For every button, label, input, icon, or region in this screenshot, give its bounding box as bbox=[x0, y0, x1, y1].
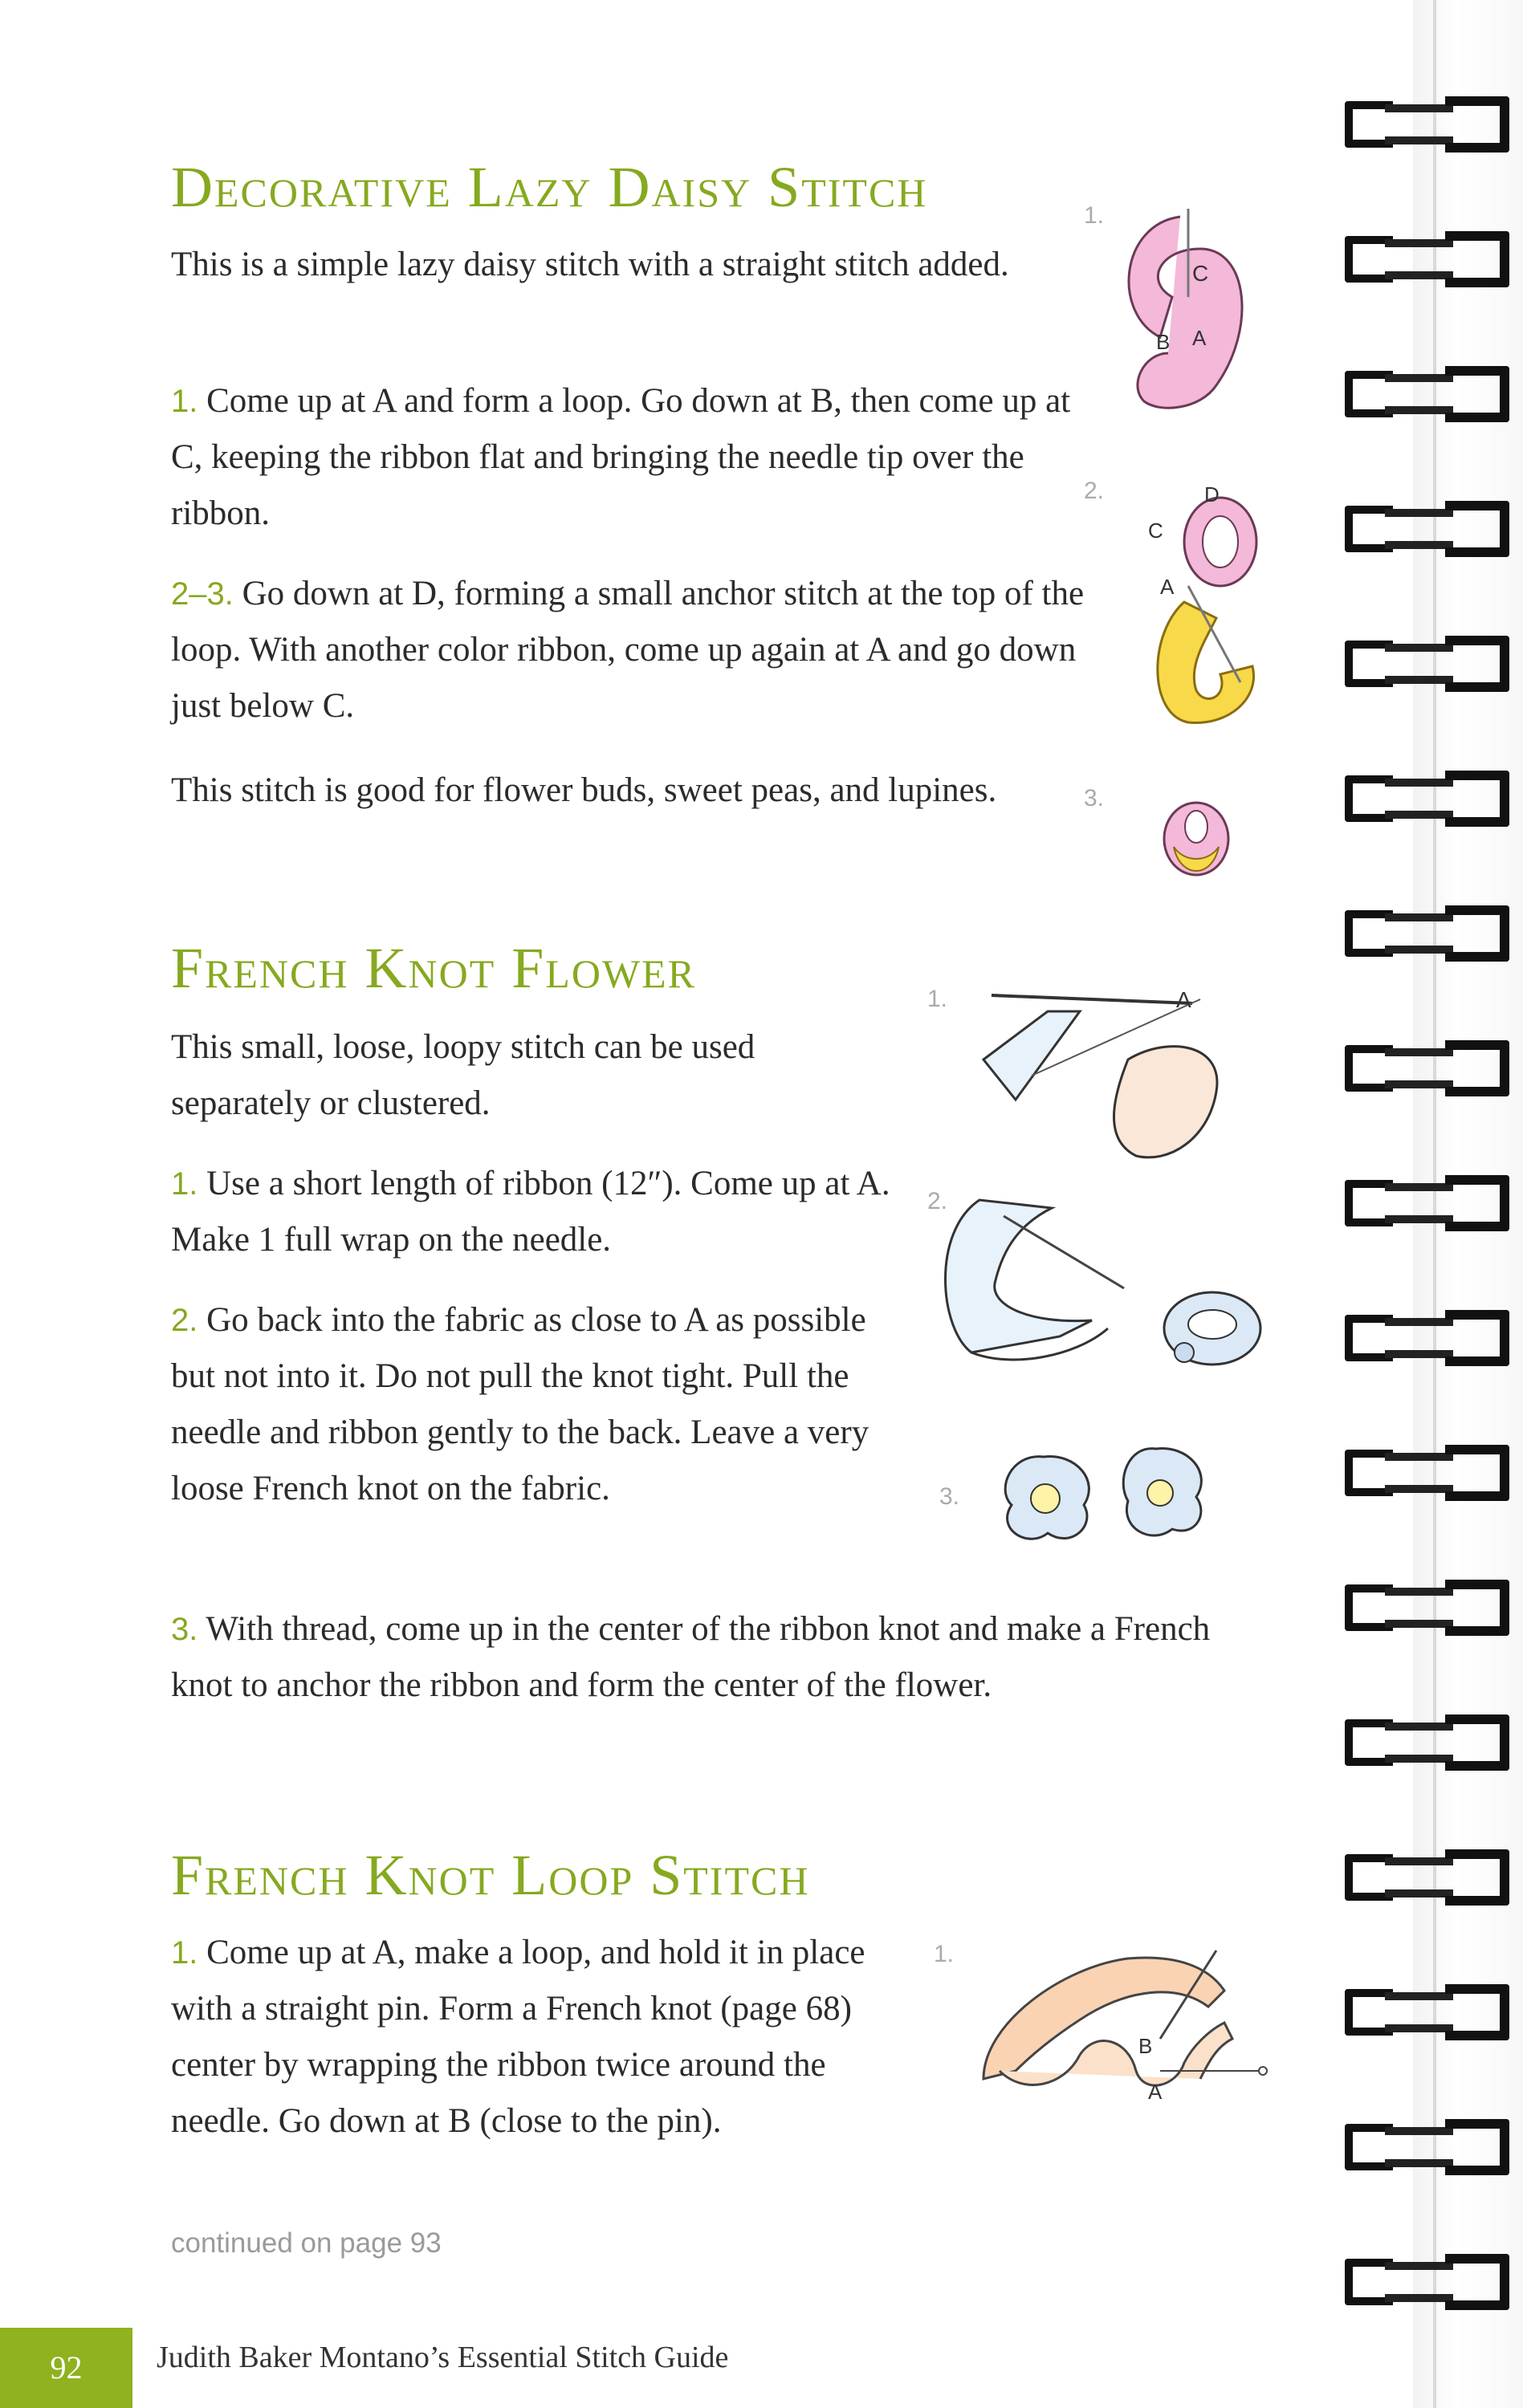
binding-ring bbox=[1345, 366, 1509, 422]
binding-ring bbox=[1345, 501, 1509, 557]
svg-text:C: C bbox=[1148, 519, 1163, 543]
svg-text:A: A bbox=[1160, 575, 1175, 599]
svg-text:D: D bbox=[1204, 482, 1220, 506]
binding-ring bbox=[1345, 1310, 1509, 1366]
step-number: 2–3. bbox=[171, 576, 234, 612]
french-knot-flower-step-1 bbox=[171, 1156, 894, 1268]
step-number: 2. bbox=[171, 1303, 198, 1338]
page-number: 92 bbox=[50, 2349, 83, 2386]
binding-ring bbox=[1345, 1714, 1509, 1771]
lazy-daisy-step-1 bbox=[171, 373, 1094, 542]
step-number: 1. bbox=[171, 1935, 198, 1971]
lazy-daisy-note: This stitch is good for flower buds, sweet peas, and lupines. bbox=[171, 771, 997, 809]
figure-label: 2. bbox=[1084, 478, 1105, 504]
svg-text:A: A bbox=[1148, 2080, 1163, 2104]
binding-ring bbox=[1345, 1580, 1509, 1636]
french-knot-flower-step1-illustration bbox=[959, 979, 1232, 1164]
continued-note: continued on page 93 bbox=[171, 2227, 442, 2259]
step-number: 1. bbox=[171, 384, 198, 419]
lazy-daisy-step3-illustration bbox=[1156, 791, 1236, 879]
figure-label: 1. bbox=[927, 986, 948, 1012]
step-text: Come up at A and form a loop. Go down at B, then come up at C, keeping the ribbon flat and bringing the needle tip over the ribbon. bbox=[171, 382, 1071, 532]
lazy-daisy-step1-illustration bbox=[1112, 201, 1297, 441]
step-number: 3. bbox=[171, 1612, 198, 1647]
french-knot-flower-intro: This small, loose, loopy stitch can be used separately or clustered. bbox=[171, 1028, 755, 1122]
step-text: With thread, come up in the center of the ribbon knot and make a French knot to anchor the ribbon and form the center of the flower. bbox=[171, 1610, 1211, 1704]
running-footer: Judith Baker Montano’s Essential Stitch Guide bbox=[157, 2341, 729, 2374]
step-text: Go down at D, forming a small anchor stitch at the top of the loop. With another color ribbon, come up again at A and go down just below C. bbox=[171, 575, 1085, 725]
binding-ring bbox=[1345, 1849, 1509, 1906]
figure-label: 3. bbox=[1084, 785, 1105, 811]
figure-label: 2. bbox=[927, 1188, 948, 1214]
step-text: Go back into the fabric as close to A as possible but not into it. Do not pull the knot tight. Pull the needle and ribbon gently to the back. Leave a very loose French knot on the fabric. bbox=[171, 1301, 869, 1507]
french-knot-flower-step3-illustration bbox=[996, 1441, 1212, 1553]
binding-ring bbox=[1345, 771, 1509, 827]
lazy-daisy-step2-illustration bbox=[1140, 482, 1277, 730]
lazy-daisy-step-2-3 bbox=[171, 566, 1118, 734]
step-text: Use a short length of ribbon (12″). Come up at A. Make 1 full wrap on the needle. bbox=[171, 1165, 890, 1259]
lazy-daisy-intro: This is a simple lazy daisy stitch with a straight stitch added. bbox=[171, 246, 1009, 283]
binding-ring bbox=[1345, 1984, 1509, 2040]
binding-ring bbox=[1345, 636, 1509, 692]
binding-ring bbox=[1345, 1445, 1509, 1501]
binding-ring bbox=[1345, 231, 1509, 287]
svg-text:B: B bbox=[1156, 330, 1171, 354]
french-knot-flower-step2-illustration bbox=[931, 1184, 1268, 1385]
section-title-lazy-daisy: Decorative Lazy Daisy Stitch bbox=[171, 155, 928, 219]
binding-ring bbox=[1345, 96, 1509, 153]
step-text: Come up at A, make a loop, and hold it in place with a straight pin. Form a French knot (page 68) center by wrapping the ribbon twice around the needle. Go down at B (close to the pin). bbox=[171, 1934, 865, 2140]
figure-label: 1. bbox=[934, 1941, 955, 1967]
figure-label: 3. bbox=[939, 1483, 960, 1510]
figure-label: 1. bbox=[1084, 202, 1105, 229]
binding-ring bbox=[1345, 2254, 1509, 2310]
section-title-french-knot-flower: French Knot Flower bbox=[171, 936, 697, 1000]
french-knot-loop-step-1 bbox=[171, 1925, 918, 2150]
step-number: 1. bbox=[171, 1166, 198, 1202]
french-knot-loop-step1-illustration bbox=[967, 1934, 1273, 2127]
binding-ring bbox=[1345, 1175, 1509, 1231]
french-knot-flower-step-3 bbox=[171, 1601, 1239, 1714]
svg-text:C: C bbox=[1192, 261, 1209, 286]
binding-ring bbox=[1345, 2119, 1509, 2175]
french-knot-flower-step-2 bbox=[171, 1292, 910, 1517]
binding-ring bbox=[1345, 905, 1509, 962]
section-title-french-knot-loop: French Knot Loop Stitch bbox=[171, 1843, 810, 1907]
svg-text:A: A bbox=[1192, 326, 1207, 350]
svg-text:A: A bbox=[1176, 987, 1191, 1012]
svg-text:B: B bbox=[1138, 2034, 1153, 2058]
binding-ring bbox=[1345, 1040, 1509, 1096]
